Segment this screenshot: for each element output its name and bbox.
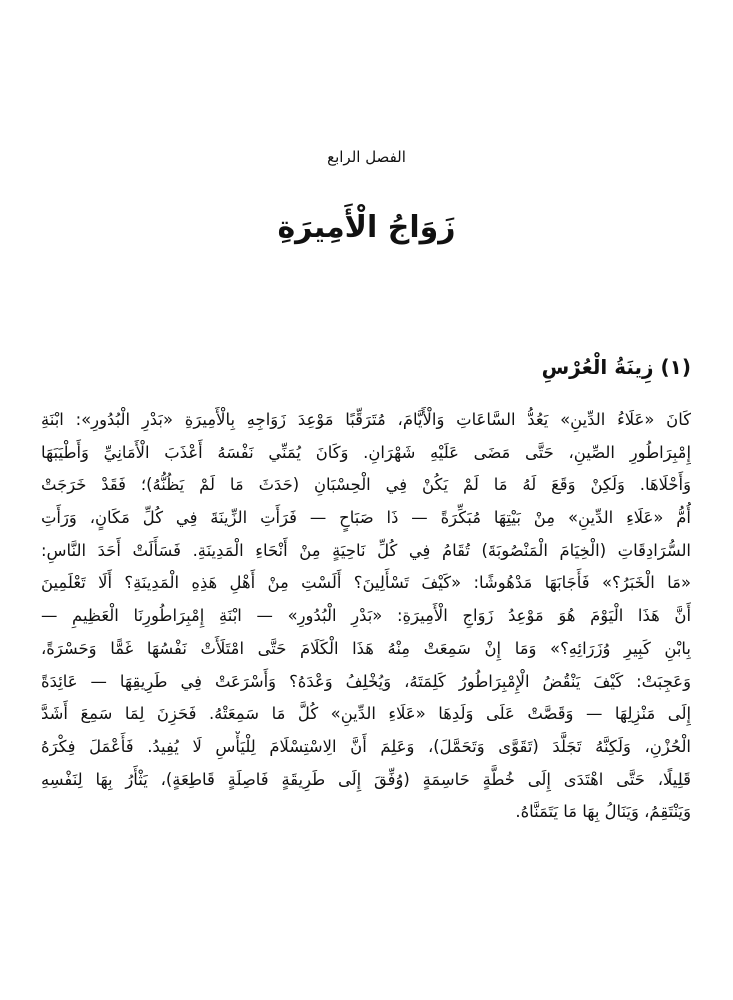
paragraph-line: كَانَ «عَلَاءُ الدِّينِ» يَعُدُّ السَّاعَاتِ وَالْأَيَّامَ، مُتَرَقِّبًا مَوْعِدَ زَوَاجِهِ بِالْأَمِيرَةِ «بَدْرِ الْبُدُورِ»: ابْنَةِ: [41, 410, 691, 429]
chapter-title: زَوَاجُ الْأَمِيرَةِ: [277, 210, 456, 245]
paragraph-line: بِابْنِ كَبِيرِ وُزَرَائِهِ؟» وَمَا إِنْ سَمِعَتْ مِنْهُ هَذَا الْكَلَامَ حَتَّى امْتَلَأَتْ نَفْسُهَا غَمًّا وَحَسْرَةً،: [41, 638, 691, 658]
section-heading: (١) زِينَةُ الْعُرْسِ: [541, 355, 691, 379]
paragraph-line: وَعَجِبَتْ: كَيْفَ يَنْقُضُ الْإِمْبِرَاطُورُ كَلِمَتَهُ، وَيُخْلِفُ وَعْدَهُ؟ وَأَسْرَعَتْ فِي طَرِيقِهَا — عَائِدَةً: [41, 671, 691, 691]
paragraph-line: أَنَّ هَذَا الْيَوْمَ هُوَ مَوْعِدُ زَوَاجِ الْأَمِيرَةِ: «بَدْرِ الْبُدُورِ» — ابْنَةِ إِمْبِرَاطُورِنَا الْعَظِيمِ —: [41, 606, 691, 626]
paragraph-line: قَلِيلًا، حَتَّى اهْتَدَى إِلَى خُطَّةٍ حَاسِمَةٍ (وُفِّقَ إِلَى طَرِيقَةٍ فَاصِلَةٍ قَاطِعَةٍ)، يَثْأَرُ بِهَا لِنَفْسِهِ: [41, 769, 691, 789]
paragraph-line: إِمْبِرَاطُورِ الصِّينِ، حَتَّى مَضَى عَلَيْهِ شَهْرَانِ. وَكَانَ يُمَنِّي نَفْسَهُ أَعْذَبَ الْأَمَانِيِّ وَأَطْيَبَهَا: [41, 442, 691, 462]
paragraph-line: إِلَى مَنْزِلِهَا — وَقَصَّتْ عَلَى وَلَدِهَا «عَلَاءِ الدِّينِ» كُلَّ مَا سَمِعَتْهُ. فَحَزِنَ لِمَا سَمِعَ أَشَدَّ: [41, 704, 691, 724]
paragraph-line-last: وَيَنْتَقِمُ، وَيَنَالُ بِهَا مَا يَتَمَنَّاهُ.: [515, 802, 691, 822]
body-paragraph: [41, 404, 691, 829]
paragraph-line: وَأَحْلَاهَا. وَلَكِنْ وَقَعَ لَهُ مَا لَمْ يَكُنْ فِي الْحِسْبَانِ (حَدَثَ مَا لَمْ يَظُنُّهُ)؛ فَقَدْ خَرَجَتْ: [41, 475, 691, 495]
chapter-label: الفصل الرابع: [327, 148, 406, 166]
paragraph-line: الْحُزْنِ، وَلَكِنَّهُ تَجَلَّدَ (تَقَوَّى وَتَحَمَّلَ)، وَعَلِمَ أَنَّ الِاسْتِسْلَامَ لِلْيَأْسِ لَا يُفِيدُ. فَأَعْمَلَ فِكْرَهُ: [41, 736, 691, 756]
paragraph-line: «مَا الْخَبَرُ؟» فَأَجَابَهَا مَدْهُوشًا: «كَيْفَ تَسْأَلِينَ؟ أَلَسْتِ مِنْ أَهْلِ هَذِهِ الْمَدِينَةِ؟ أَلَا تَعْلَمِينَ: [41, 573, 691, 593]
paragraph-line: أُمُّ «عَلَاءِ الدِّينِ» مِنْ بَيْتِهَا مُبَكِّرَةً — ذَا صَبَاحٍ — فَرَأَتِ الزِّينَةَ فِي كُلِّ مَكَانٍ، وَرَأَتِ: [41, 508, 691, 528]
paragraph-line: السُّرَادِقَاتِ (الْخِيَامَ الْمَنْصُوبَةَ) تُقَامُ فِي كُلِّ نَاحِيَةٍ مِنْ أَنْحَاءِ الْمَدِينَةِ. فَسَأَلَتْ أَحَدَ النَّاسِ:: [41, 540, 691, 560]
